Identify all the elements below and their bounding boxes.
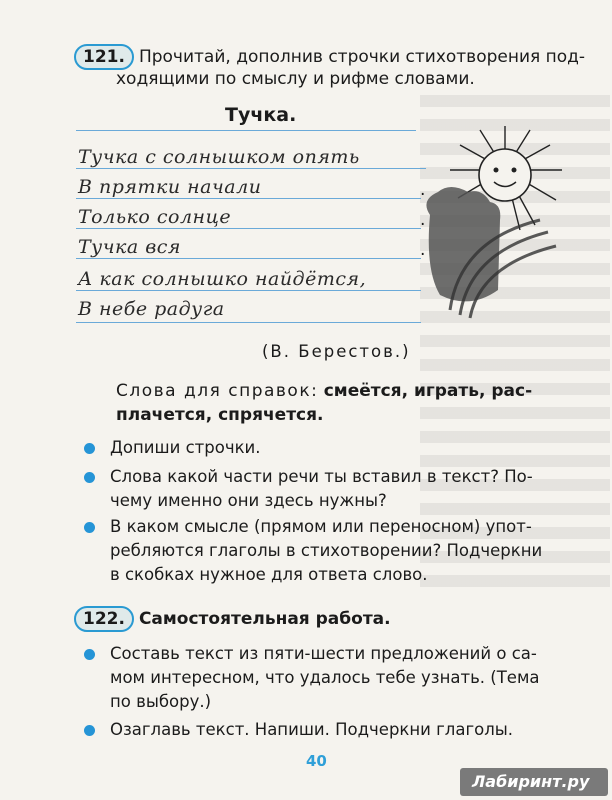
ex122-title: Самостоятельная работа. [138, 609, 391, 629]
page-number: 40 [306, 752, 327, 770]
poem-title: Тучка. [225, 104, 297, 126]
task-122-1-line3: по выбору.) [110, 692, 212, 711]
ex121-number: 121. [74, 44, 134, 70]
bullet-icon [84, 522, 95, 533]
ex121-header [74, 44, 594, 70]
reference-label: Слова для справок: [116, 381, 319, 401]
ruling [76, 290, 421, 291]
bullet-icon [84, 649, 95, 660]
ex122-number: 122. [74, 606, 134, 632]
bullet-icon [84, 443, 95, 454]
ruling [76, 258, 421, 259]
task-122-1-line2: мом интересном, что удалось тебе узнать. (Тема [110, 668, 540, 687]
ruling [76, 322, 421, 323]
watermark-text: Лабиринт.ру [472, 772, 590, 791]
reference-words-line1: смеётся, играть, рас- [323, 381, 533, 401]
line-end-period: . [420, 180, 426, 200]
ex121-instruction-line2: ходящими по смыслу и рифме словами. [116, 69, 475, 89]
poem-author: (В. Берестов.) [262, 342, 411, 361]
poem-line-2: В прятки начали [78, 176, 262, 198]
task-121-1: Допиши строчки. [110, 438, 261, 457]
ruling [76, 130, 416, 131]
ex121-instruction-line1: Прочитай, дополнив строчки стихотворения под- [138, 47, 586, 67]
ruling [76, 228, 421, 229]
bullet-icon [84, 725, 95, 736]
ruling [76, 198, 421, 199]
task-122-2: Озаглавь текст. Напиши. Подчеркни глаголы. [110, 720, 514, 739]
task-122-1-line1: Составь текст из пяти-шести предложений о са- [110, 644, 537, 663]
line-end-period: . [420, 240, 426, 260]
sun-cloud-illustration [420, 120, 570, 320]
ruling [76, 168, 426, 169]
poem-line-6: В небе радуга [78, 298, 225, 320]
poem-line-1: Тучка с солнышком опять [78, 146, 360, 168]
poem-line-5: А как солнышко найдётся, [78, 268, 367, 290]
watermark-badge [460, 768, 608, 796]
reference-words-line2: плачется, спрячется. [116, 405, 324, 425]
reference-words [116, 380, 596, 402]
ex122-header [74, 606, 594, 632]
sun-face [479, 149, 531, 201]
task-121-2-line1: Слова какой части речи ты вставил в текст? По- [110, 467, 533, 486]
task-121-2-line2: чему именно они здесь нужны? [110, 491, 387, 510]
bullet-icon [84, 472, 95, 483]
task-121-3-line2: ребляются глаголы в стихотворении? Подчеркни [110, 541, 543, 560]
poem-line-3: Только солнце [78, 206, 232, 228]
poem-line-4: Тучка вся [78, 236, 182, 258]
task-121-3-line1: В каком смысле (прямом или переносном) упот- [110, 517, 532, 536]
task-121-3-line3: в скобках нужное для ответа слово. [110, 565, 428, 584]
line-end-period: . [420, 210, 426, 230]
